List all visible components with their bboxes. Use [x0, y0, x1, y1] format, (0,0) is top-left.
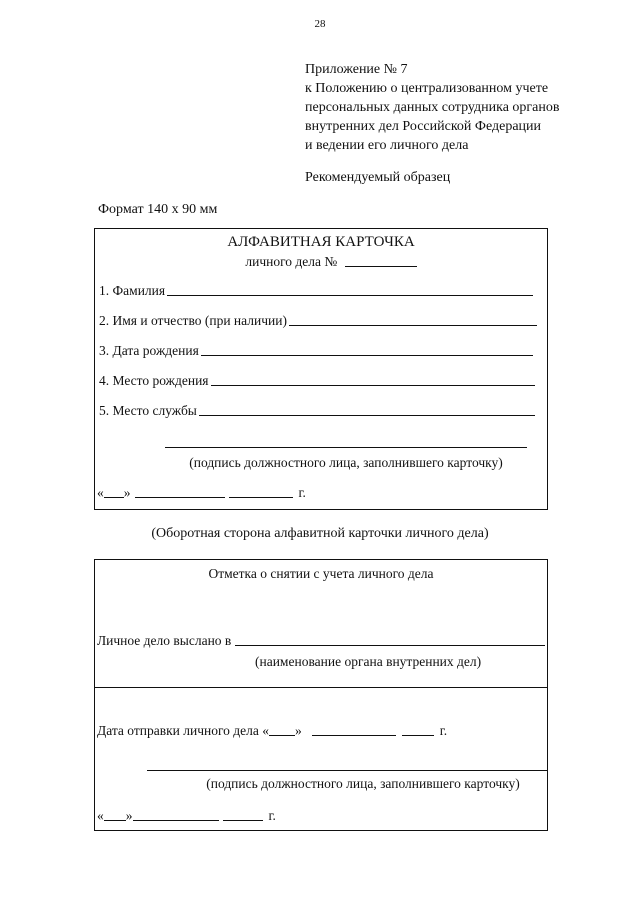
signature-caption: (подпись должностного лица, заполнившего карточку)	[189, 455, 503, 470]
appendix-line: и ведении его личного дела	[305, 138, 469, 153]
dispatch-month-blank[interactable]	[312, 734, 396, 736]
day-blank[interactable]	[104, 496, 124, 498]
back-day-blank[interactable]	[104, 819, 126, 821]
dispatch-year-blank[interactable]	[402, 734, 434, 736]
field-label: 1. Фамилия	[99, 283, 166, 298]
back-date-line: « » г.	[97, 808, 276, 823]
field-label: 4. Место рождения	[99, 373, 209, 388]
field-birth-place	[99, 373, 535, 389]
appendix-header	[305, 60, 559, 155]
back-signature-caption: (подпись должностного лица, заполнившего карточку)	[206, 776, 520, 791]
field-line[interactable]	[289, 324, 537, 326]
appendix-line: к Положению о централизованном учете	[305, 81, 549, 96]
back-year-blank[interactable]	[223, 819, 263, 821]
field-sent-to	[97, 633, 545, 649]
field-line[interactable]	[199, 414, 535, 416]
card-subtitle	[95, 254, 547, 270]
back-signature-line[interactable]	[147, 770, 547, 771]
card-front	[94, 228, 548, 510]
field-line[interactable]	[211, 384, 535, 386]
field-label: 2. Имя и отчество (при наличии)	[99, 313, 287, 328]
field-service-place	[99, 403, 535, 419]
appendix-line: персональных данных сотрудника органов	[305, 100, 560, 115]
organ-line[interactable]	[95, 687, 547, 688]
appendix-line: внутренних дел Российской Федерации	[305, 119, 542, 134]
date-line: « » г.	[97, 485, 306, 500]
format-label: Формат 140 х 90 мм	[98, 202, 218, 217]
field-surname	[99, 283, 533, 299]
dispatch-date: Дата отправки личного дела « » г.	[97, 723, 448, 738]
field-label: Личное дело выслано в	[97, 633, 232, 648]
sent-caption: (наименование органа внутренних дел)	[255, 654, 482, 669]
field-label: 3. Дата рождения	[99, 343, 199, 358]
card-number-blank[interactable]	[345, 265, 417, 267]
dispatch-day-blank[interactable]	[269, 734, 295, 736]
appendix-line: Приложение № 7	[305, 62, 408, 77]
back-title: Отметка о снятии с учета личного дела	[208, 566, 434, 581]
signature-line[interactable]	[165, 447, 527, 448]
field-name	[99, 313, 537, 329]
recommended-sample: Рекомендуемый образец	[305, 170, 451, 185]
field-line[interactable]	[235, 644, 545, 646]
year-blank[interactable]	[229, 496, 293, 498]
card-number-label: личного дела №	[245, 254, 338, 269]
card-back	[94, 559, 548, 831]
field-line[interactable]	[167, 294, 533, 296]
card-title: АЛФАВИТНАЯ КАРТОЧКА	[227, 234, 415, 250]
back-month-blank[interactable]	[133, 819, 219, 821]
field-birth-date	[99, 343, 533, 359]
field-line[interactable]	[201, 354, 533, 356]
field-label: 5. Место службы	[99, 403, 197, 418]
month-blank[interactable]	[135, 496, 225, 498]
reverse-caption: (Оборотная сторона алфавитной карточки личного дела)	[151, 526, 489, 541]
page-number: 28	[314, 18, 326, 30]
